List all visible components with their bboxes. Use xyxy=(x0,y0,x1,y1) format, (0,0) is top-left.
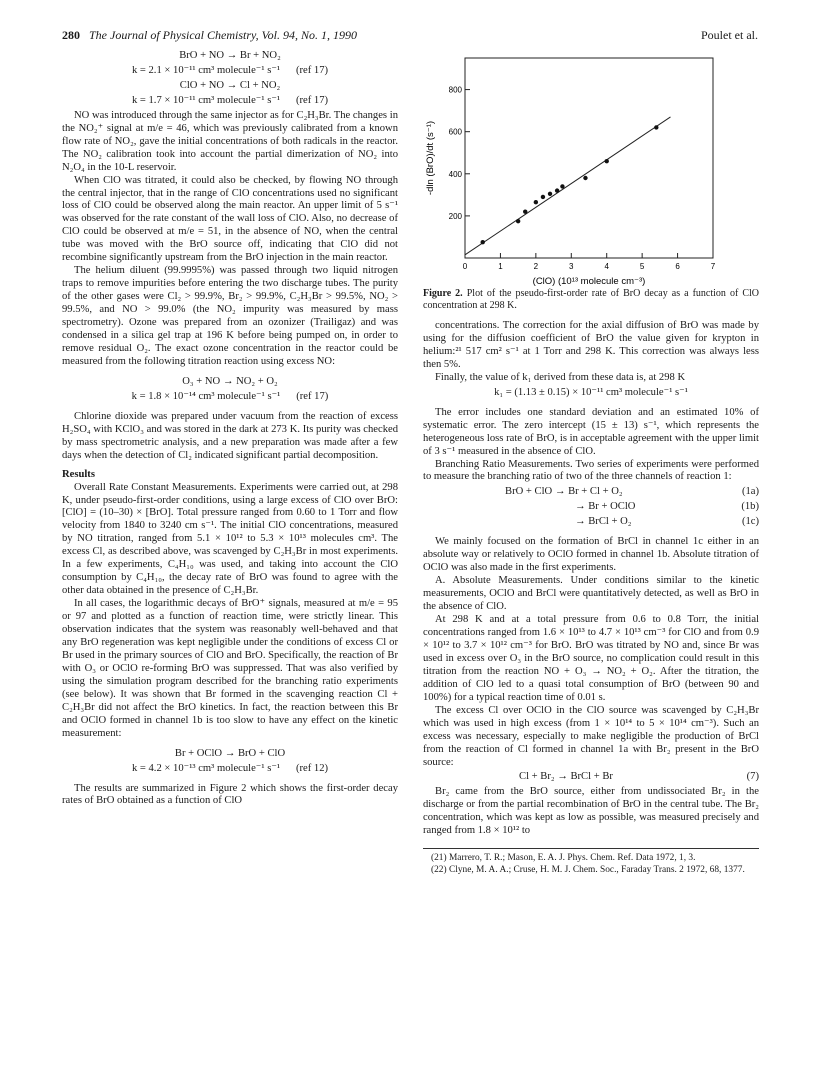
reference-22: (22) Clyne, M. A. A.; Cruse, H. M. J. Chem. Soc., Faraday Trans. 2 1972, 68, 1377. xyxy=(431,864,745,875)
paragraph: The error includes one standard deviation and an estimated 10% of systematic error. The zero intercept (15 ± 13) s⁻¹, which represents the heterogeneous loss rate of BrO, is in acceptable agreement with the upper limit of 3 s⁻¹ measured in the absence of ClO. xyxy=(423,406,759,457)
equation-number: (1c) xyxy=(741,516,759,528)
page-number: 280 xyxy=(62,28,80,42)
section-heading: Results xyxy=(62,468,95,480)
data-point xyxy=(605,159,609,163)
x-tick-label: 3 xyxy=(569,262,574,271)
equation: ClO + NO → Cl + NO₂ xyxy=(179,79,281,91)
equation-number: (7) xyxy=(746,771,759,783)
x-tick-label: 5 xyxy=(639,262,645,271)
data-point xyxy=(523,209,527,213)
data-point xyxy=(560,184,564,188)
paragraph: concentrations. The correction for the axial diffusion of BrO was made by using for the diffusion coefficient of BrO the value given for krypton in helium:²¹ 517 cm² s⁻¹ at 1 Torr and 298 K. This correction was always less then 5%. xyxy=(423,320,759,370)
authors: Poulet et al. xyxy=(701,28,758,42)
paragraph: Br₂ came from the BrO source, either from undissociated Br₂ in the discharge or from the partial recombination of BrO in the central tube. The Br₂ concentration, which was kept as low as possible, was measured precisely and ranged from 1.8 × 10¹² to xyxy=(423,786,759,837)
data-point xyxy=(654,125,658,129)
x-tick-label: 1 xyxy=(498,262,503,271)
caption-label: Figure 2. xyxy=(423,288,463,299)
equation: BrO + NO → Br + NO₂ xyxy=(179,50,281,61)
x-tick-label: 0 xyxy=(462,262,468,271)
equation-text: Cl + Br₂ → BrCl + Br xyxy=(519,771,613,783)
x-tick-label: 2 xyxy=(533,262,539,271)
data-point xyxy=(534,200,538,204)
journal-citation: The Journal of Physical Chemistry, Vol. 94, No. 1, 1990 xyxy=(89,28,357,42)
equation-1c xyxy=(423,516,759,529)
y-tick-label: 600 xyxy=(448,127,462,137)
x-tick-label: 4 xyxy=(604,262,609,271)
data-point xyxy=(481,240,485,244)
paragraph: We mainly focused on the formation of BrCl in channel 1c either in an absolute way or relatively to OClO formed in channel 1b. Absolute titration of OClO was also made in the first experiments. xyxy=(423,536,759,574)
paragraph: A. Absolute Measurements. Under conditions similar to the kinetic measurements, OClO and BrCl were quantitatively detected, as well as BrO in the absence of ClO. xyxy=(423,575,759,613)
rate-constant: k = 4.2 × 10⁻¹³ cm³ molecule⁻¹ s⁻¹ (ref 12) xyxy=(131,762,329,774)
equation: k₁ = (1.13 ± 0.15) × 10⁻¹¹ cm³ molecule⁻¹ s⁻¹ xyxy=(494,386,688,398)
rate-constant: k = 2.1 × 10⁻¹¹ cm³ molecule⁻¹ s⁻¹ (ref 17) xyxy=(131,64,329,76)
rate-constant: k = 1.7 × 10⁻¹¹ cm³ molecule⁻¹ s⁻¹ (ref 17) xyxy=(131,94,329,106)
y-tick-label: 200 xyxy=(448,211,462,221)
data-point xyxy=(548,192,552,196)
equation-number: (1b) xyxy=(741,501,759,513)
paragraph: At 298 K and at a total pressure from 0.6 to 0.8 Torr, the initial concentrations ranged from 1.6 × 10¹³ to 4.7 × 10¹³ cm⁻³ for ClO and from 0.9 × 10¹² to 3.7 × 10¹² cm⁻³ for BrO. BrO was titrated by NO and, since Br was used in excess over O₃ in the BrO source, no complication could result in this titration from the reaction NO + O₃ → NO₂ + O₂. After the titration, the addition of ClO led to a quasi total consumption of BrO (between 90 and 100%) for a typical reaction time of 0.01 s. xyxy=(423,614,759,703)
equation: Br + OClO → BrO + ClO xyxy=(174,747,286,759)
equation: O₃ + NO → NO₂ + O₂ xyxy=(182,375,278,387)
equation-number: (1a) xyxy=(741,486,759,498)
scatter-plot xyxy=(423,48,759,288)
data-point xyxy=(541,195,545,199)
paragraph: Finally, the value of k₁ derived from these data is, at 298 K xyxy=(435,371,686,383)
data-point xyxy=(583,176,587,180)
paragraph: NO was introduced through the same injector as for C₂H₃Br. The changes in the NO₂⁺ signal at m/e = 46, which was previously calibrated from a known flow rate of NO₂, gave the initial concentrations of both radicals in the reactor. The NO₂ calibration took into account the partial dimerization of NO₂ into N₂O₄ in the 10-L reservoir. xyxy=(62,109,398,173)
paragraph: The helium diluent (99.9995%) was passed through two liquid nitrogen traps to remove impurities before entering the two discharge tubes. The purity of the other gases were Cl₂ > 99.9%, Br₂ > 99.9%, C₂H₃Br > 99.5%, NO₂ > 99.5%, and NO > 99.0% (the NO₂ impurity was measured by mass spectrometry). Ozone was prepared from an ozonizer (Trailigaz) and was condensed in a silica gel trap at 196 K before being pumped on, in order to remove residual O₂. The exact ozone concentration in the reactor could be measured from the following titration reaction using excess NO: xyxy=(62,265,398,367)
figure-2 xyxy=(423,48,759,288)
running-header xyxy=(62,28,758,44)
paragraph: The results are summarized in Figure 2 which shows the first-order decay rates of BrO obtained as a function of ClO xyxy=(62,782,398,807)
x-tick-label: 7 xyxy=(710,262,716,271)
paragraph: The excess Cl over OClO in the ClO source was scavenged by C₂H₃Br which was used in high excess (from 1 × 10¹⁴ to 5 × 10¹⁴ cm⁻³). Such an excess was necessary, especially to make negligible the production of BrCl from the reaction of Cl formed in channel 1a with Br₂ present in the BrO source: xyxy=(423,704,759,768)
right-column xyxy=(423,48,759,876)
plot-frame xyxy=(465,58,713,258)
data-point xyxy=(516,219,520,223)
footnotes xyxy=(423,848,759,876)
equation-7 xyxy=(423,771,759,784)
equation-text: → BrCl + O₂ xyxy=(575,516,632,528)
paragraph: Branching Ratio Measurements. Two series of experiments were performed to measure the branching ratio of two of the three channels of reaction 1: xyxy=(423,458,759,483)
paragraph: When ClO was titrated, it could also be checked, by flowing NO through the central injector, that in the range of ClO concentrations used no significant loss of ClO could be observed along the main reactor. An upper limit of 5 s⁻¹ was observed for the rate constant of the wall loss of ClO. Also, no decrease of ClO could be observed at m/e = 51, in the absence of NO, when the central tube was moved with the BrO source off, indicating that ClO did not recombine significantly upstream from the BrO injection in the main reactor. xyxy=(62,174,398,264)
rate-constant: k = 1.8 × 10⁻¹⁴ cm³ molecule⁻¹ s⁻¹ (ref 17) xyxy=(131,390,329,402)
reference-21: (21) Marrero, T. R.; Mason, E. A. J. Phys. Chem. Ref. Data 1972, 1, 3. xyxy=(431,853,696,864)
equation-1b xyxy=(423,501,759,514)
fit-line xyxy=(465,117,670,255)
y-tick-label: 800 xyxy=(448,85,462,95)
equation-text: BrO + ClO → Br + Cl + O₂ xyxy=(505,486,623,498)
y-axis-label: -dln (BrO)/dt (s⁻¹) xyxy=(425,120,436,196)
data-point xyxy=(555,188,559,192)
paragraph: Overall Rate Constant Measurements. Experiments were carried out, at 298 K, under pseudo-first-order conditions, using a large excess of ClO over BrO: [ClO] = (10–30) × [BrO]. Total pressure ranged from 0.60 to 1 Torr and flow velocity from 1840 to 3240 cm s⁻¹. The initial ClO concentrations, measured by NO titration, ranged from 5.1 × 10¹² to 5.3 × 10¹³ molecules cm³. The excess Cl, as described above, was scavenged by C₂H₃Br in most experiments. In a few experiments, C₄H₁₀ was used, and taking into account the ClO consumption by C₄H₁₀, the decay rate of BrO was found to agree with the other data obtained in the presence of C₂H₃Br. xyxy=(62,481,398,597)
paragraph: Chlorine dioxide was prepared under vacuum from the reaction of excess H₂SO₄ with KClO₃ and was stored in the dark at 273 K. Its purity was checked by mass spectrometric analysis, and a new preparation was made after a few days when the detection of Cl₂ indicated significant partial decomposition. xyxy=(62,410,398,461)
paragraph: In all cases, the logarithmic decays of BrO⁺ signals, measured at m/e = 95 or 97 and plotted as a function of reaction time, were strictly linear. This observation indicates that the system was reasonably well-behaved and that any BrO regeneration was kept negligible under the conditions of excess Cl or Br used in the primary sources of ClO and BrO. Specifically, the reaction of Br with O₃ or OClO re-forming BrO was suppressed. That was also verified by using the simulation program described for the branching ratio experiments (see below). It was shown that Br formed in the scavenging reaction Cl + C₂H₃Br did not affect the BrO kinetics. In fact, the reaction between this Br and OClO formed in channel 1b is too slow to have any effect on the kinetic measurement: xyxy=(62,598,398,739)
caption-text: Plot of the pseudo-first-order rate of BrO decay as a function of ClO concentration at 298 K. xyxy=(423,288,759,311)
left-column xyxy=(62,48,398,808)
y-tick-label: 400 xyxy=(448,169,462,179)
figure-caption xyxy=(423,288,759,312)
equation-text: → Br + OClO xyxy=(575,501,636,513)
x-axis-label: (ClO) (10¹³ molecule cm⁻³) xyxy=(532,276,646,287)
equation-1a xyxy=(423,486,759,499)
x-tick-label: 6 xyxy=(675,262,680,271)
